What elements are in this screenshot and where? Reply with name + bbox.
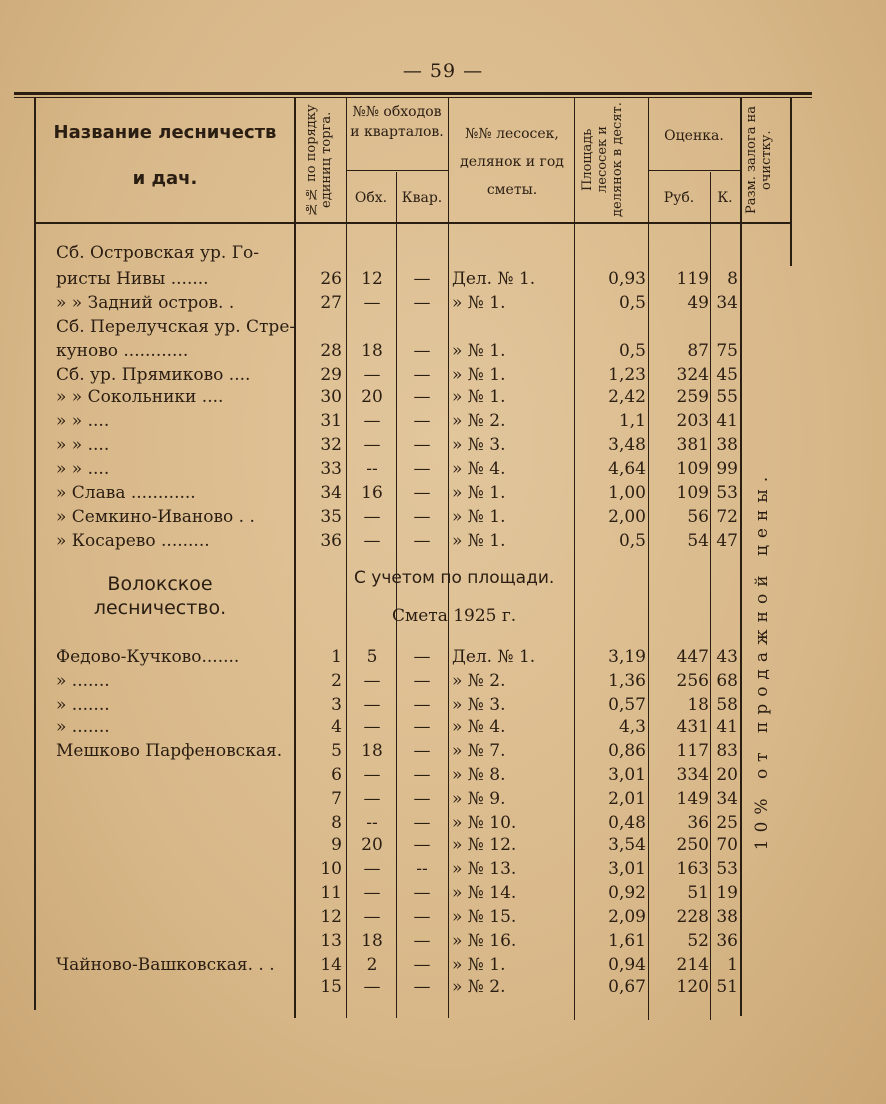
- cell-kop: 51: [716, 977, 738, 997]
- cell-kvar: —: [413, 789, 431, 809]
- top-rule-thin: [14, 97, 812, 98]
- cell-kop: 75: [716, 341, 738, 361]
- cell-name: » Семкино-Иваново . .: [56, 507, 255, 527]
- header-name-line1: Название лесничеств: [53, 122, 277, 143]
- cell-kvar: —: [413, 483, 431, 503]
- cell-name: » Косарево .........: [56, 531, 210, 551]
- cell-name: » .......: [56, 671, 110, 691]
- cell-name: Сб. Перелучская ур. Стре-: [56, 317, 296, 337]
- header-ocenka: Оценка.: [664, 128, 724, 144]
- cell-rub: 163: [676, 859, 709, 879]
- section-title-line1: Волокское: [107, 573, 213, 595]
- cell-del: » № 4.: [452, 717, 506, 737]
- cell-num: 11: [320, 883, 342, 903]
- cell-area: 0,94: [608, 955, 646, 975]
- cell-rub: 49: [687, 293, 709, 313]
- cell-del: » № 3.: [452, 435, 506, 455]
- cell-del: » № 1.: [452, 507, 506, 527]
- cell-num: 35: [320, 507, 342, 527]
- cell-kvar: —: [413, 741, 431, 761]
- cell-name: » .......: [56, 695, 110, 715]
- cell-kop: 47: [716, 531, 738, 551]
- cell-area: 2,00: [608, 507, 646, 527]
- cell-rub: 334: [676, 765, 709, 785]
- section-note-area: С учетом по площади.: [354, 568, 555, 588]
- cell-area: 0,57: [608, 695, 646, 715]
- cell-kop: 58: [716, 695, 738, 715]
- cell-area: 2,42: [608, 387, 646, 407]
- cell-obh: —: [363, 671, 381, 691]
- cell-obh: —: [363, 859, 381, 879]
- cell-kop: 38: [716, 435, 738, 455]
- cell-kvar: —: [413, 813, 431, 833]
- header-lesosek: №№ лесосек, делянок и год сметы.: [460, 126, 564, 198]
- table-row: [0, 268, 886, 290]
- cell-obh: --: [366, 813, 378, 833]
- cell-num: 8: [331, 813, 342, 833]
- cell-area: 0,5: [618, 531, 646, 551]
- cell-num: 9: [331, 835, 342, 855]
- cell-del: » № 9.: [452, 789, 506, 809]
- cell-kop: 8: [727, 269, 738, 289]
- cell-kvar: —: [413, 341, 431, 361]
- cell-del: » № 1.: [452, 341, 506, 361]
- cell-obh: 18: [361, 931, 383, 951]
- cell-del: » № 1.: [452, 387, 506, 407]
- cell-area: 0,86: [608, 741, 646, 761]
- section-title-line2: лесничество.: [93, 597, 227, 619]
- cell-name: » » ....: [56, 459, 110, 479]
- cell-area: 1,00: [608, 483, 646, 503]
- header-kvar: Квар.: [401, 190, 443, 206]
- cell-area: 2,09: [608, 907, 646, 927]
- cell-obh: —: [363, 411, 381, 431]
- header-name-line2: и дач.: [132, 168, 198, 189]
- cell-kvar: —: [413, 765, 431, 785]
- cell-rub: 119: [676, 269, 709, 289]
- cell-area: 3,19: [608, 647, 646, 667]
- cell-kop: 1: [727, 955, 738, 975]
- cell-obh: —: [363, 293, 381, 313]
- cell-kvar: —: [413, 883, 431, 903]
- cell-obh: 20: [361, 835, 383, 855]
- cell-rub: 381: [676, 435, 709, 455]
- cell-rub: 256: [676, 671, 709, 691]
- cell-rub: 51: [687, 883, 709, 903]
- cell-obh: —: [363, 531, 381, 551]
- cell-area: 1,23: [608, 365, 646, 385]
- cell-del: » № 1.: [452, 955, 506, 975]
- cell-rub: 36: [687, 813, 709, 833]
- cell-area: 2,01: [608, 789, 646, 809]
- cell-num: 33: [320, 459, 342, 479]
- cell-name: » Слава ............: [56, 483, 196, 503]
- cell-kop: 34: [716, 293, 738, 313]
- cell-kvar: --: [416, 859, 428, 879]
- cell-num: 14: [320, 955, 342, 975]
- cell-num: 3: [331, 695, 342, 715]
- cell-num: 13: [320, 931, 342, 951]
- cell-area: 0,48: [608, 813, 646, 833]
- cell-rub: 324: [676, 365, 709, 385]
- cell-rub: 431: [676, 717, 709, 737]
- cell-name: Сб. ур. Прямиково ....: [56, 365, 251, 385]
- cell-rub: 109: [676, 459, 709, 479]
- cell-del: Дел. № 1.: [452, 647, 536, 667]
- cell-kop: 41: [716, 717, 738, 737]
- cell-area: 0,5: [618, 293, 646, 313]
- table-row: [0, 242, 886, 264]
- cell-obh: 12: [361, 269, 383, 289]
- column-divider-num: [346, 98, 347, 1018]
- cell-kvar: —: [413, 717, 431, 737]
- cell-rub: 87: [687, 341, 709, 361]
- cell-obh: —: [363, 977, 381, 997]
- cell-area: 4,3: [618, 717, 646, 737]
- cell-name: ристы Нивы .......: [56, 269, 209, 289]
- cell-area: 0,92: [608, 883, 646, 903]
- cell-name: Федово-Кучково.......: [56, 647, 240, 667]
- table-row: [0, 292, 886, 314]
- cell-obh: —: [363, 883, 381, 903]
- cell-name: » » ....: [56, 411, 110, 431]
- cell-kvar: —: [413, 365, 431, 385]
- cell-del: » № 1.: [452, 365, 506, 385]
- cell-kvar: —: [413, 931, 431, 951]
- cell-num: 27: [320, 293, 342, 313]
- cell-num: 26: [320, 269, 342, 289]
- header-obh: Обх.: [354, 190, 388, 206]
- cell-kvar: —: [413, 671, 431, 691]
- cell-del: » № 12.: [452, 835, 517, 855]
- cell-kvar: —: [413, 411, 431, 431]
- cell-name: Мешково Парфеновская.: [56, 741, 283, 761]
- cell-obh: 16: [361, 483, 383, 503]
- cell-del: » № 7.: [452, 741, 506, 761]
- cell-del: » № 15.: [452, 907, 517, 927]
- cell-rub: 250: [676, 835, 709, 855]
- header-subrule-obhod: [346, 170, 448, 171]
- table-row: [0, 954, 886, 976]
- cell-rub: 447: [676, 647, 709, 667]
- cell-area: 3,01: [608, 859, 646, 879]
- cell-area: 4,64: [608, 459, 646, 479]
- cell-kop: 99: [716, 459, 738, 479]
- cell-rub: 228: [676, 907, 709, 927]
- cell-name: » » Сокольники ....: [56, 387, 224, 407]
- cell-name: » .......: [56, 717, 110, 737]
- cell-area: 3,54: [608, 835, 646, 855]
- cell-area: 1,1: [618, 411, 646, 431]
- page-number: — 59 —: [402, 60, 484, 82]
- cell-area: 3,48: [608, 435, 646, 455]
- cell-kop: 36: [716, 931, 738, 951]
- top-rule: [14, 92, 812, 95]
- cell-obh: 5: [366, 647, 378, 667]
- cell-area: 0,5: [618, 341, 646, 361]
- cell-del: » № 1.: [452, 483, 506, 503]
- cell-num: 7: [331, 789, 342, 809]
- cell-kvar: —: [413, 459, 431, 479]
- cell-kvar: —: [413, 531, 431, 551]
- table-row: [0, 976, 886, 998]
- cell-kop: 20: [716, 765, 738, 785]
- cell-kop: 45: [716, 365, 738, 385]
- cell-rub: 56: [687, 507, 709, 527]
- header-order: №№ по порядку единиц торга.: [304, 104, 334, 216]
- cell-num: 30: [320, 387, 342, 407]
- cell-area: 0,93: [608, 269, 646, 289]
- cell-name: куново ............: [56, 341, 189, 361]
- cell-num: 6: [331, 765, 342, 785]
- cell-rub: 18: [687, 695, 709, 715]
- cell-kop: 55: [716, 387, 738, 407]
- cell-del: » № 14.: [452, 883, 517, 903]
- cell-rub: 214: [676, 955, 709, 975]
- cell-kop: 43: [716, 647, 738, 667]
- cell-num: 15: [320, 977, 342, 997]
- header-area: Площадь лесосек и делянок в десят.: [580, 102, 625, 218]
- cell-obh: —: [363, 907, 381, 927]
- cell-area: 3,01: [608, 765, 646, 785]
- section-note-estimate: Смета 1925 г.: [392, 606, 517, 626]
- cell-kvar: —: [413, 907, 431, 927]
- cell-obh: —: [363, 717, 381, 737]
- cell-area: 1,61: [608, 931, 646, 951]
- cell-obh: 20: [361, 387, 383, 407]
- cell-kop: 72: [716, 507, 738, 527]
- cell-kop: 70: [716, 835, 738, 855]
- cell-obh: —: [363, 695, 381, 715]
- cell-rub: 117: [676, 741, 709, 761]
- cell-num: 1: [331, 647, 342, 667]
- cell-rub: 203: [676, 411, 709, 431]
- column-divider-name: [294, 98, 296, 1018]
- column-divider-kvar: [448, 98, 449, 1018]
- cell-del: Дел. № 1.: [452, 269, 536, 289]
- cell-rub: 149: [676, 789, 709, 809]
- cell-rub: 259: [676, 387, 709, 407]
- cell-kvar: —: [413, 293, 431, 313]
- cell-num: 10: [320, 859, 342, 879]
- cell-kop: 38: [716, 907, 738, 927]
- cell-kvar: —: [413, 507, 431, 527]
- cell-obh: —: [363, 507, 381, 527]
- cell-obh: —: [363, 789, 381, 809]
- cell-rub: 109: [676, 483, 709, 503]
- table-row: [0, 316, 886, 338]
- cell-rub: 54: [687, 531, 709, 551]
- cell-num: 2: [331, 671, 342, 691]
- cell-area: 1,36: [608, 671, 646, 691]
- cell-del: » № 3.: [452, 695, 506, 715]
- cell-del: » № 2.: [452, 411, 506, 431]
- cell-name: Сб. Островская ур. Го-: [56, 243, 259, 263]
- cell-obh: —: [363, 365, 381, 385]
- cell-num: 28: [320, 341, 342, 361]
- cell-obh: --: [366, 459, 378, 479]
- cell-obh: —: [363, 435, 381, 455]
- cell-kop: 25: [716, 813, 738, 833]
- cell-obh: —: [363, 765, 381, 785]
- cell-kop: 53: [716, 483, 738, 503]
- cell-del: » № 8.: [452, 765, 506, 785]
- header-kop: К.: [717, 190, 733, 206]
- cell-name: Чайново-Вашковская. . .: [56, 955, 275, 975]
- cell-num: 31: [320, 411, 342, 431]
- cell-kop: 53: [716, 859, 738, 879]
- cell-del: » № 13.: [452, 859, 517, 879]
- cell-num: 29: [320, 365, 342, 385]
- cell-kvar: —: [413, 435, 431, 455]
- cell-del: » № 1.: [452, 293, 506, 313]
- cell-del: » № 4.: [452, 459, 506, 479]
- cell-kvar: —: [413, 835, 431, 855]
- header-bottom-rule: [34, 222, 790, 224]
- cell-kvar: —: [413, 387, 431, 407]
- cell-num: 34: [320, 483, 342, 503]
- deposit-side-text: 10% от продажной цены.: [752, 469, 772, 851]
- cell-kvar: —: [413, 695, 431, 715]
- deposit-side-note: [744, 380, 784, 940]
- cell-name: » » ....: [56, 435, 110, 455]
- cell-obh: 2: [366, 955, 378, 975]
- header-rub: Руб.: [663, 190, 695, 206]
- cell-num: 4: [331, 717, 342, 737]
- cell-kop: 83: [716, 741, 738, 761]
- cell-obh: 18: [361, 341, 383, 361]
- cell-num: 5: [331, 741, 342, 761]
- header-zalog: Разм. залога на очистку.: [744, 106, 774, 214]
- cell-num: 12: [320, 907, 342, 927]
- cell-kop: 34: [716, 789, 738, 809]
- cell-num: 32: [320, 435, 342, 455]
- table-row: [0, 340, 886, 362]
- cell-kop: 19: [716, 883, 738, 903]
- cell-rub: 52: [687, 931, 709, 951]
- cell-kvar: —: [413, 269, 431, 289]
- cell-kvar: —: [413, 955, 431, 975]
- cell-del: » № 2.: [452, 977, 506, 997]
- cell-kvar: —: [413, 977, 431, 997]
- cell-num: 36: [320, 531, 342, 551]
- cell-del: » № 16.: [452, 931, 517, 951]
- cell-kop: 41: [716, 411, 738, 431]
- cell-del: » № 10.: [452, 813, 517, 833]
- cell-area: 0,67: [608, 977, 646, 997]
- cell-del: » № 2.: [452, 671, 506, 691]
- header-obhod: №№ обходов и кварталов.: [350, 104, 444, 140]
- cell-kvar: —: [413, 647, 431, 667]
- cell-name: » » Задний остров. .: [56, 293, 235, 313]
- header-subrule-ocenka: [648, 170, 740, 171]
- cell-kop: 68: [716, 671, 738, 691]
- table-right-border: [790, 98, 792, 266]
- cell-rub: 120: [676, 977, 709, 997]
- cell-obh: 18: [361, 741, 383, 761]
- cell-del: » № 1.: [452, 531, 506, 551]
